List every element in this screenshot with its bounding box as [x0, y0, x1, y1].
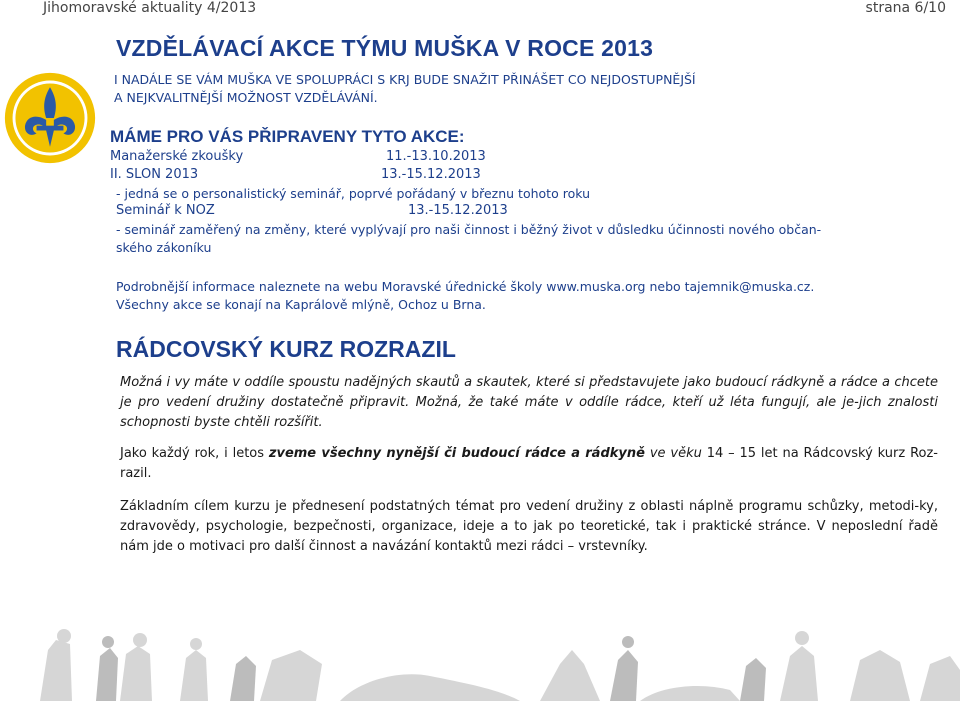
event-date: 13.-15.12.2013: [408, 203, 508, 218]
event-note-line: ského zákoníku: [116, 240, 212, 255]
event-date: 11.-13.10.2013: [386, 149, 486, 164]
publication-title: Jihomoravské aktuality 4/2013: [43, 0, 257, 16]
event-note-line: - seminář zaměřený na změny, které vyplývají pro naši činnost i běžný život v důsledku účinnosti nového občan-: [116, 222, 822, 237]
events-subheading: MÁME PRO VÁS PŘIPRAVENY TYTO AKCE:: [110, 127, 465, 146]
scout-silhouettes-decoration: [0, 620, 960, 701]
page-number: strana 6/10: [865, 0, 946, 16]
event-name: Seminář k NOZ: [116, 203, 215, 218]
course-paragraph-2: [120, 444, 938, 484]
p2-mid: ve věku: [644, 446, 707, 461]
event-name: Manažerské zkoušky: [110, 149, 244, 164]
event-note: [116, 221, 946, 257]
event-note: - jedná se o personalistický seminář, poprvé pořádaný v březnu tohoto roku: [116, 186, 590, 201]
course-paragraph-3: Základním cílem kurzu je přednesení podstatných témat pro vedení družiny z oblasti náplně programu schůzky, metodi-ky, zdravovědy, psychologie, bezpečnosti, organizace, ideje a to jak po teoretické, tak i praktické stránce. V neposlední řadě nám jde o motivaci pro další činnost a navázání kontaktů mezi rádci – vrstevníky.: [120, 499, 938, 554]
info-line-2: Všechny akce se konají na Kaprálově mlýně, Ochoz u Brna.: [116, 297, 486, 312]
section-title-course: RÁDCOVSKÝ KURZ ROZRAZIL: [116, 336, 456, 362]
event-date: 13.-15.12.2013: [381, 167, 481, 182]
intro-text: [114, 71, 934, 107]
course-paragraph-1: Možná i vy máte v oddíle spoustu nadějných skautů a skautek, které si představujete jako budoucí rádkyně a rádce a chcete je pro vedení družiny dostatečně připravit. Možná, že také máte v oddíle rádce, kteří už léta fungují, ale je-jich znalosti schopnosti byste chtěli rozšířit.: [120, 375, 938, 430]
intro-line-2: A NEJKVALITNĚJŠÍ MOŽNOST VZDĚLÁVÁNÍ.: [114, 90, 378, 105]
intro-line-1: I NADÁLE SE VÁM MUŠKA VE SPOLUPRÁCI S KRJ BUDE SNAŽIT PŘINÁŠET CO NEJDOSTUPNĚJŠÍ: [114, 72, 696, 87]
p2-after: 14 – 15 let na Rádcovský kurz Roz-razil.: [120, 446, 938, 481]
p2-before: Jako každý rok, i letos: [120, 446, 269, 461]
info-line-1: Podrobnější informace naleznete na webu Moravské úřednické školy www.muska.org nebo tajemnik@muska.cz.: [116, 279, 815, 294]
scout-lily-logo: [2, 70, 98, 166]
p2-emphasis: zveme všechny nynější či budoucí rádce a rádkyně: [268, 446, 645, 461]
more-info: [116, 278, 946, 314]
section-title-education: VZDĚLÁVACÍ AKCE TÝMU MUŠKA V ROCE 2013: [116, 35, 654, 61]
event-name: II. SLON 2013: [110, 167, 199, 182]
